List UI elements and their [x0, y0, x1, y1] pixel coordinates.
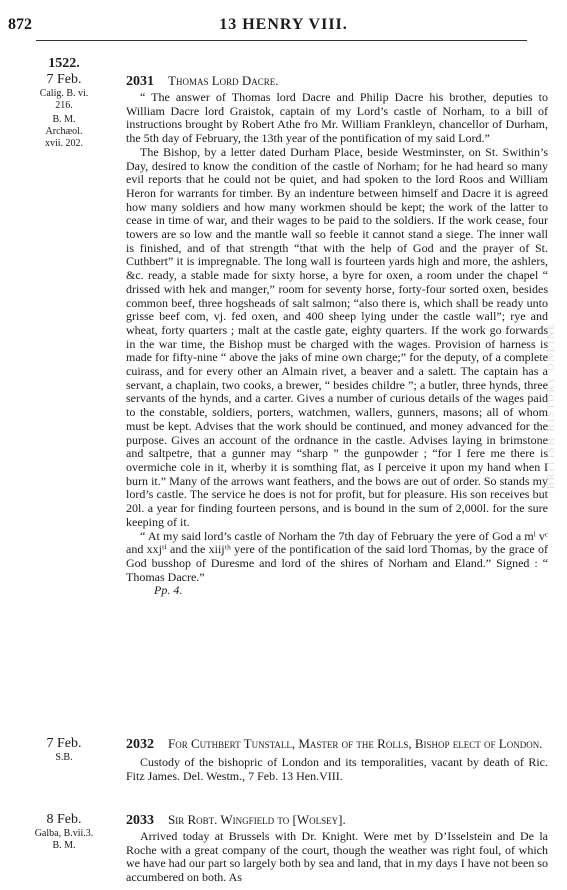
margin-ref: B. M. [52, 114, 76, 125]
entry-2032 [126, 736, 548, 783]
entry-title: Thomas Lord Dacre. [168, 73, 279, 88]
margin-ref: B. M. [52, 840, 76, 851]
entry-title: For Cuthbert Tunstall, Master of the Rolls, Bishop elect of London. [168, 736, 543, 751]
margin-date: 7 Feb. [46, 736, 82, 751]
entry-2032-margin [8, 736, 120, 764]
page-number: 872 [8, 16, 32, 33]
margin-ref: Calig. B. vi. [39, 88, 89, 99]
entry-number: 2033 [126, 813, 154, 828]
entry-number: 2031 [126, 74, 154, 89]
entry-heading [126, 736, 548, 753]
entry-paragraph: Arrived today at Brussels with Dr. Knight. Were met by D’Isselstein and De la Roche with a great company of the court, though the weather was right foul, of which we have had our part so largely both by sea and land, that in my days I have not been so accumbered on both. As [126, 829, 548, 885]
margin-ref: 216. [55, 100, 73, 111]
margin-date: 8 Feb. [46, 812, 82, 827]
page-header [0, 12, 567, 40]
watermark: BRITISH HISTORY ONLINE [546, 321, 557, 489]
entry-2031-margin [8, 56, 120, 150]
entry-paragraph: “ At my said lord’s castle of Norham the 7th day of February the yere of God a mˡ vᶜ and xxjᵗⁱ and the xiijᵗʰ yere of the pontification of the said lord Thomas, by the grace of God busshop of Duresme and lord of the shires of Norham and Eland.” Signed : “ Thomas Dacre.” [126, 528, 548, 584]
margin-date: 7 Feb. [46, 72, 82, 87]
running-title: 13 HENRY VIII. [219, 16, 348, 33]
page-count: Pp. 4. [154, 583, 183, 598]
entry-heading [126, 812, 548, 829]
margin-year: 1522. [48, 56, 80, 71]
entry-title: Sir Robt. Wingfield to [Wolsey]. [168, 812, 346, 827]
margin-ref: Galba, B.vii.3. [34, 828, 94, 839]
entry-number: 2032 [126, 737, 154, 752]
entry-paragraph: Custody of the bishopric of London and its temporalities, vacant by death of Ric. Fitz James. Del. Westm., 7 Feb. 13 Hen.VIII. [126, 755, 548, 783]
entry-heading [126, 73, 548, 90]
margin-ref: S.B. [55, 752, 73, 763]
entry-2033-margin [8, 812, 120, 852]
entry-paragraph: “ The answer of Thomas lord Dacre and Philip Dacre his brother, deputies to William Dacre lord Graistok, captain of my Lord’s castle of Norham, to a bill of instructions brought by Robert Athe fro Mr. William Frankleyn, chancellor of Durham, the 5th day of February, the 13th year of the pontification of my said Lord.” [126, 90, 548, 146]
margin-ref: xvii. 202. [44, 138, 84, 149]
entry-paragraph: The Bishop, by a letter dated Durham Place, beside Westminster, on St. Swithin’s Day, desired to know the condition of the castle of Norham; for he had heard so many evil reports that he could not be quiet, and had spoken to the lord Roos and William Heron for warrants for timber. By an indenture between himself and Dacre it is agreed how many soldiers and how many workmen should be kept; the work of the latter to cease in time of war, and their wages to be paid to the soldiers. If the work cease, four towers are so low and the mantle wall so feeble it cannot stand a siege. The inner wall is finished, and of that strength “that with the help of God and the prayer of St. Cuthbert” it is impregnable. The long wall is fourteen yards high and more, the ashlers, &c. ready, a stable made for sixty horse, a byre for oxen, a room under the chapel “ drissed with hek and manger,” room for seventy horse, forty-four sorted oxen, besides common beef, three hogsheads of salt salmon; “also there is, which shall be ready unto grisse beef com, vj. fed oxen, and 400 sheep lying under the castle wall”; rye and wheat, forty quarters ; malt at the castle gate, eighty quarters. If the work go forwards in the war time, the Bishop must be charged with the wages. Provision of harness is made for fifty-nine “ above the jaks of mine own charge;” for the deputy, of a complete cuirass, and for every other an Almain rivet, a beaver and a salett. The captain has a servant, a chaplain, two cooks, a brewer, “ besides childre ”; a butler, three hynds, three servants of the hynds, and a carter. Gives a number of curious details of the wages paid to the constable, soldiers, porters, watchmen, wallers, gunners, masons; all of whom must be kept. Advises that the work should be continued, and money advanced for the purpose. Gives an account of the ordnance in the castle. Advises laying in brimstone and saltpetre, that a gunner may “sharp ” the gunpowder ; “for I fere me there is overmiche cole in it, wherby it is somthing flat, as I perceive it upon my hand when I burn it.” Many of the arrows want feathers, and the bows are out of order. So stands my lord’s castle. The service he does is not for profit, but for pleasure. His son receives but 20l. a year for finding fourteen persons, and is bound in the sum of 2,000l. for the sure keeping of it. [126, 144, 548, 529]
entry-2031 [126, 73, 548, 598]
header-rule [36, 40, 527, 41]
margin-ref: Archæol. [45, 126, 83, 137]
entry-2033 [126, 812, 548, 885]
